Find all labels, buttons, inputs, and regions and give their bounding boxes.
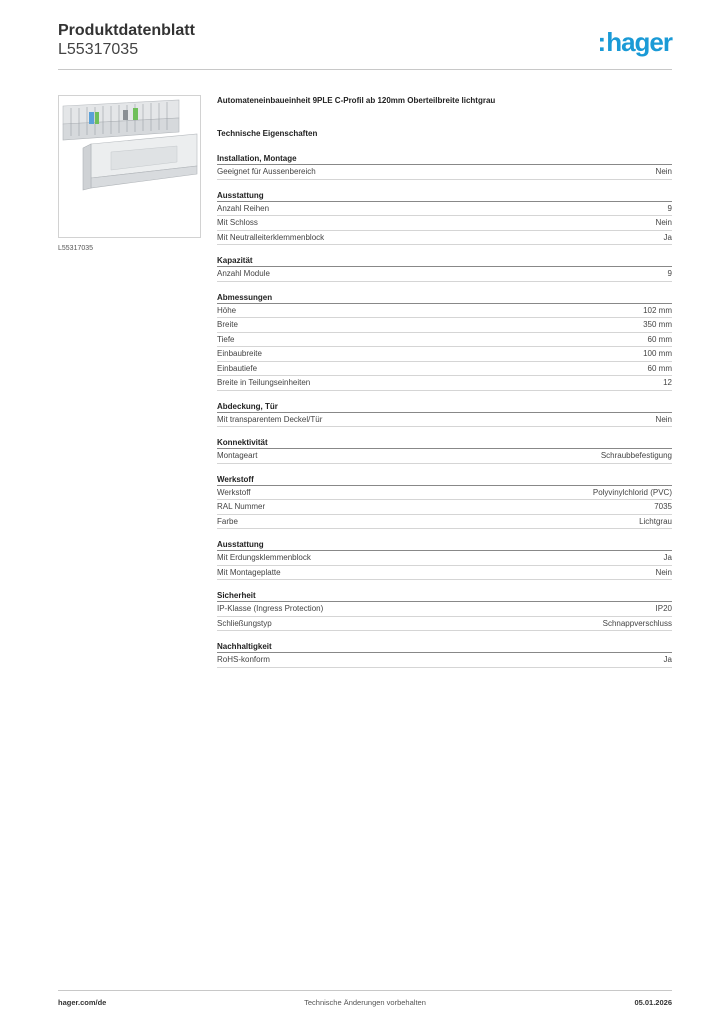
property-value: 60 mm [647, 334, 672, 344]
property-value: Ja [663, 232, 672, 242]
property-label: Mit Erdungsklemmenblock [217, 553, 311, 562]
property-row [217, 347, 672, 362]
property-value: Nein [655, 414, 672, 424]
product-description: Automateneinbaueinheit 9PLE C-Profil ab 120mm Oberteilbreite lichtgrau [217, 96, 496, 105]
property-value: Nein [655, 567, 672, 577]
property-section [217, 539, 672, 580]
property-sections [217, 153, 672, 668]
property-row [217, 333, 672, 348]
property-row [217, 551, 672, 566]
footer-website: hager.com/de [58, 998, 107, 1007]
footer-disclaimer: Technische Änderungen vorbehalten [304, 998, 426, 1007]
property-value: IP20 [655, 604, 672, 613]
document-number: L55317035 [58, 41, 139, 58]
property-label: Mit Schloss [217, 218, 258, 227]
property-value: 100 mm [643, 349, 672, 358]
property-label: Einbautiefe [217, 363, 258, 373]
property-label: Werkstoff [217, 487, 251, 497]
property-section [217, 474, 672, 530]
property-row [217, 617, 672, 632]
property-label: Geeignet für Aussenbereich [217, 167, 316, 176]
property-label: Tiefe [217, 334, 235, 344]
logo-text: hager [606, 27, 672, 57]
property-value: 12 [663, 378, 672, 387]
section-title: Werkstoff [217, 474, 672, 486]
property-label: RoHS-konform [217, 655, 270, 664]
datasheet-content [217, 95, 672, 668]
section-title: Ausstattung [217, 190, 672, 202]
property-row [217, 566, 672, 581]
property-row [217, 165, 672, 180]
section-title: Kapazität [217, 255, 672, 267]
property-row [217, 602, 672, 617]
property-label: Breite in Teilungseinheiten [217, 378, 311, 387]
property-section [217, 255, 672, 282]
property-label: Höhe [217, 305, 237, 315]
property-value: 9 [667, 203, 672, 213]
property-row [217, 500, 672, 515]
property-label: Mit transparentem Deckel/Tür [217, 414, 323, 424]
property-value: Schraubbefestigung [600, 451, 672, 460]
property-row [217, 216, 672, 231]
section-title: Abdeckung, Tür [217, 401, 672, 413]
property-section [217, 153, 672, 180]
footer-date: 05.01.2026 [634, 998, 672, 1007]
property-row [217, 202, 672, 217]
section-title: Abmessungen [217, 292, 672, 304]
property-value: Lichtgrau [639, 516, 672, 526]
property-value: 102 mm [643, 305, 672, 315]
property-label: Anzahl Module [217, 269, 270, 278]
property-row [217, 318, 672, 333]
property-label: Einbaubreite [217, 349, 262, 358]
property-value: Nein [655, 167, 672, 176]
property-row [217, 304, 672, 319]
property-label: Mit Montageplatte [217, 567, 281, 577]
section-title: Nachhaltigkeit [217, 641, 672, 653]
property-value: 7035 [654, 502, 672, 511]
section-title: Installation, Montage [217, 153, 672, 165]
product-illustration [59, 96, 200, 237]
page-footer [58, 990, 672, 1010]
property-row [217, 376, 672, 391]
property-value: Ja [663, 655, 672, 664]
property-value: 9 [667, 269, 672, 278]
property-section [217, 401, 672, 428]
property-label: IP-Klasse (Ingress Protection) [217, 604, 324, 613]
property-section [217, 641, 672, 668]
property-row [217, 362, 672, 377]
section-title: Ausstattung [217, 539, 672, 551]
property-row [217, 267, 672, 282]
property-label: Mit Neutralleiterklemmenblock [217, 232, 325, 242]
property-row [217, 231, 672, 246]
section-title: Konnektivität [217, 437, 672, 449]
section-title: Sicherheit [217, 590, 672, 602]
property-value: 60 mm [647, 363, 672, 373]
property-section [217, 190, 672, 246]
property-row [217, 486, 672, 501]
property-row [217, 413, 672, 428]
document-title: Produktdatenblatt [58, 22, 195, 39]
property-section [217, 437, 672, 464]
property-label: Schließungstyp [217, 618, 272, 628]
hager-logo [598, 28, 672, 56]
property-section [217, 590, 672, 631]
property-value: 350 mm [643, 320, 672, 329]
property-label: Anzahl Reihen [217, 203, 270, 213]
property-row [217, 515, 672, 530]
property-row [217, 449, 672, 464]
property-section [217, 292, 672, 391]
product-image [58, 95, 201, 238]
image-caption: L55317035 [58, 245, 94, 252]
property-label: RAL Nummer [217, 502, 266, 511]
technical-properties-title: Technische Eigenschaften [217, 129, 318, 138]
property-label: Montageart [217, 451, 258, 460]
property-label: Farbe [217, 516, 238, 526]
property-value: Nein [655, 218, 672, 227]
property-value: Ja [663, 553, 672, 562]
property-value: Polyvinylchlorid (PVC) [592, 487, 672, 497]
logo-dots: : [597, 27, 606, 57]
property-value: Schnappverschluss [602, 618, 672, 628]
page-header [58, 22, 672, 70]
property-label: Breite [217, 320, 238, 329]
property-row [217, 653, 672, 668]
